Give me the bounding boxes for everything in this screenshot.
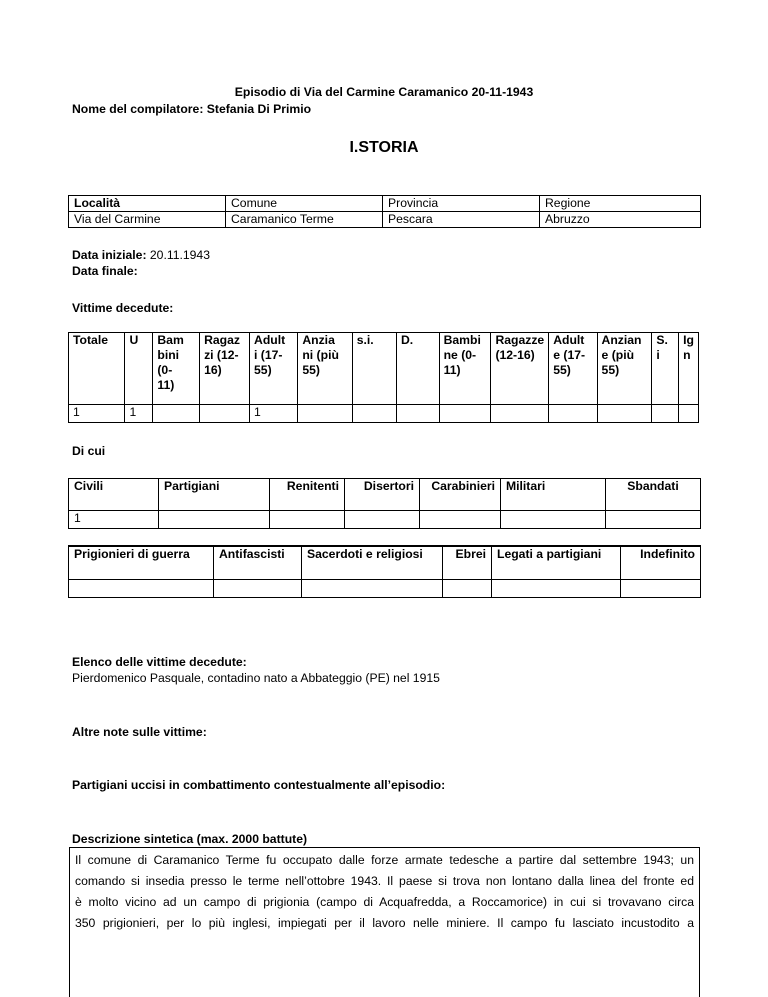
cat-header-sbandati: Sbandati (606, 479, 701, 511)
location-value-regione: Abruzzo (540, 212, 701, 228)
victims-header-line: bini (157, 348, 180, 362)
cat-header-partigiani: Partigiani (159, 479, 270, 511)
cat2-value-ebrei (443, 579, 492, 597)
location-header-locality: Località (69, 196, 226, 212)
other-notes-label: Altre note sulle vittime: (72, 725, 207, 739)
victims-header-cell (652, 333, 679, 405)
cat2-header-prigionieri: Prigionieri di guerra (69, 546, 214, 579)
victims-table (68, 332, 699, 423)
victims-header-cell (298, 333, 352, 405)
victims-header-line: Bambi (443, 333, 481, 347)
cat-value-partigiani (159, 511, 270, 529)
victims-header-line: Adult (254, 333, 286, 347)
cat-value-renitenti (270, 511, 345, 529)
victims-header-cell (200, 333, 250, 405)
victims-header-line: S. (656, 333, 668, 347)
victims-value-cell (298, 405, 352, 423)
victims-header-line: 11) (157, 378, 175, 392)
victims-header-line: 55) (553, 363, 571, 377)
description-label: Descrizione sintetica (max. 2000 battute) (72, 832, 308, 846)
description-line: Il comune di Caramanico Terme fu occupato dalle forze armate tedesche a partire dal settembre 1943; un (75, 853, 694, 867)
end-date-label: Data finale: (72, 264, 138, 278)
victims-header-line: Totale (73, 333, 108, 347)
victims-label: Vittime decedute: (72, 301, 174, 315)
victims-value-cell: 1 (69, 405, 125, 423)
victims-value-cell (597, 405, 652, 423)
cat-value-sbandati (606, 511, 701, 529)
victims-header-line: U (129, 333, 139, 347)
victims-value-cell (153, 405, 200, 423)
victims-value-cell (439, 405, 491, 423)
victims-value-cell (200, 405, 250, 423)
victims-header-cell (396, 333, 439, 405)
location-header-regione: Regione (540, 196, 701, 212)
victims-header-cell (352, 333, 396, 405)
location-value-locality: Via del Carmine (69, 212, 226, 228)
victims-header-line: 55) (302, 363, 320, 377)
victims-header-line: Ragaz (204, 333, 240, 347)
victims-list-text: Pierdomenico Pasquale, contadino nato a Abbateggio (PE) nel 1915 (72, 671, 440, 685)
victims-value-cell: 1 (125, 405, 153, 423)
victims-header-cell (439, 333, 491, 405)
victims-header-line: e (17- (553, 348, 586, 362)
victims-header-line: n (683, 348, 691, 362)
cat2-value-antifascisti (214, 579, 302, 597)
location-value-provincia: Pescara (383, 212, 540, 228)
compiler-name: Nome del compilatore: Stefania Di Primio (72, 102, 312, 116)
cat2-value-indefinito (621, 579, 701, 597)
victims-header-line: (0- (157, 363, 173, 377)
cat-header-renitenti: Renitenti (270, 479, 345, 511)
victims-header-line: 55) (254, 363, 272, 377)
victims-header-line: Anzia (302, 333, 335, 347)
partisans-label: Partigiani uccisi in combattimento contestualmente all’episodio: (72, 778, 446, 792)
victims-header-line: s.i. (356, 333, 374, 347)
cat-header-civili: Civili (69, 479, 159, 511)
victims-list-label: Elenco delle vittime decedute: (72, 655, 247, 669)
victims-header-line: Ragazze (495, 333, 545, 347)
cat-header-militari: Militari (501, 479, 606, 511)
cat-value-disertori (345, 511, 420, 529)
victims-value-cell (652, 405, 679, 423)
victims-value-cell (491, 405, 549, 423)
victims-header-cell (597, 333, 652, 405)
victims-header-line: D. (400, 333, 414, 347)
victims-header-cell (679, 333, 699, 405)
description-line: comando si insedia presso le terme nell’ottobre 1943. Il paese si trova non lontano dalla linea del fronte ed (75, 874, 694, 888)
location-table (68, 195, 701, 228)
categories-table-2 (68, 545, 701, 598)
cat2-header-ebrei: Ebrei (443, 546, 492, 579)
victims-header-line: Ig (683, 333, 694, 347)
victims-value-cell (396, 405, 439, 423)
description-box (69, 847, 700, 997)
cat2-header-legati: Legati a partigiani (492, 546, 621, 579)
victims-header-cell (549, 333, 597, 405)
start-date-value: 20.11.1943 (149, 248, 210, 262)
cat-value-civili: 1 (69, 511, 159, 529)
location-header-comune: Comune (226, 196, 383, 212)
description-line: 350 prigionieri, per lo più inglesi, impiegati per il lavoro nelle miniere. Il campo fu lasciato incustodito a (75, 916, 694, 930)
victims-header-line: zi (12- (204, 348, 239, 362)
section-title: I.STORIA (349, 139, 419, 156)
start-date (72, 248, 210, 262)
description-line: è molto vicino ad un campo di prigionia (campo di Acquafredda, a Roccamorice) in cui si trovavano circa (75, 895, 694, 909)
victims-header-line: Anzian (601, 333, 642, 347)
victims-value-cell (679, 405, 699, 423)
victims-header-cell (125, 333, 153, 405)
victims-header-line: ne (0- (443, 348, 477, 362)
victims-header-line: 55) (601, 363, 620, 377)
victims-value-cell (549, 405, 597, 423)
victims-header-cell (250, 333, 298, 405)
location-value-comune: Caramanico Terme (226, 212, 383, 228)
victims-header-line: ni (più (302, 348, 339, 362)
victims-value-cell: 1 (250, 405, 298, 423)
victims-header-line: 11) (443, 363, 461, 377)
victims-header-line: e (più (601, 348, 635, 362)
victims-header-cell (69, 333, 125, 405)
victims-header-cell (491, 333, 549, 405)
categories-table-1 (68, 478, 701, 529)
cat-header-disertori: Disertori (345, 479, 420, 511)
cat2-header-indefinito: Indefinito (621, 546, 701, 579)
di-cui-label: Di cui (72, 444, 106, 458)
victims-header-line: Bam (157, 333, 184, 347)
cat2-value-prigionieri (69, 579, 214, 597)
start-date-label: Data iniziale: (72, 248, 147, 262)
cat2-header-sacerdoti: Sacerdoti e religiosi (302, 546, 443, 579)
victims-header-line: (12-16) (495, 348, 535, 362)
victims-value-cell (352, 405, 396, 423)
cat2-value-sacerdoti (302, 579, 443, 597)
location-header-provincia: Provincia (383, 196, 540, 212)
cat-value-militari (501, 511, 606, 529)
cat2-value-legati (492, 579, 621, 597)
victims-header-line: i (17- (254, 348, 283, 362)
cat-header-carabinieri: Carabinieri (420, 479, 501, 511)
victims-header-line: 16) (204, 363, 222, 377)
cat2-header-antifascisti: Antifascisti (214, 546, 302, 579)
cat-value-carabinieri (420, 511, 501, 529)
victims-header-line: i (656, 348, 660, 362)
episode-title: Episodio di Via del Carmine Caramanico 20-11-1943 (234, 85, 534, 99)
victims-header-cell (153, 333, 200, 405)
victims-header-line: Adult (553, 333, 585, 347)
